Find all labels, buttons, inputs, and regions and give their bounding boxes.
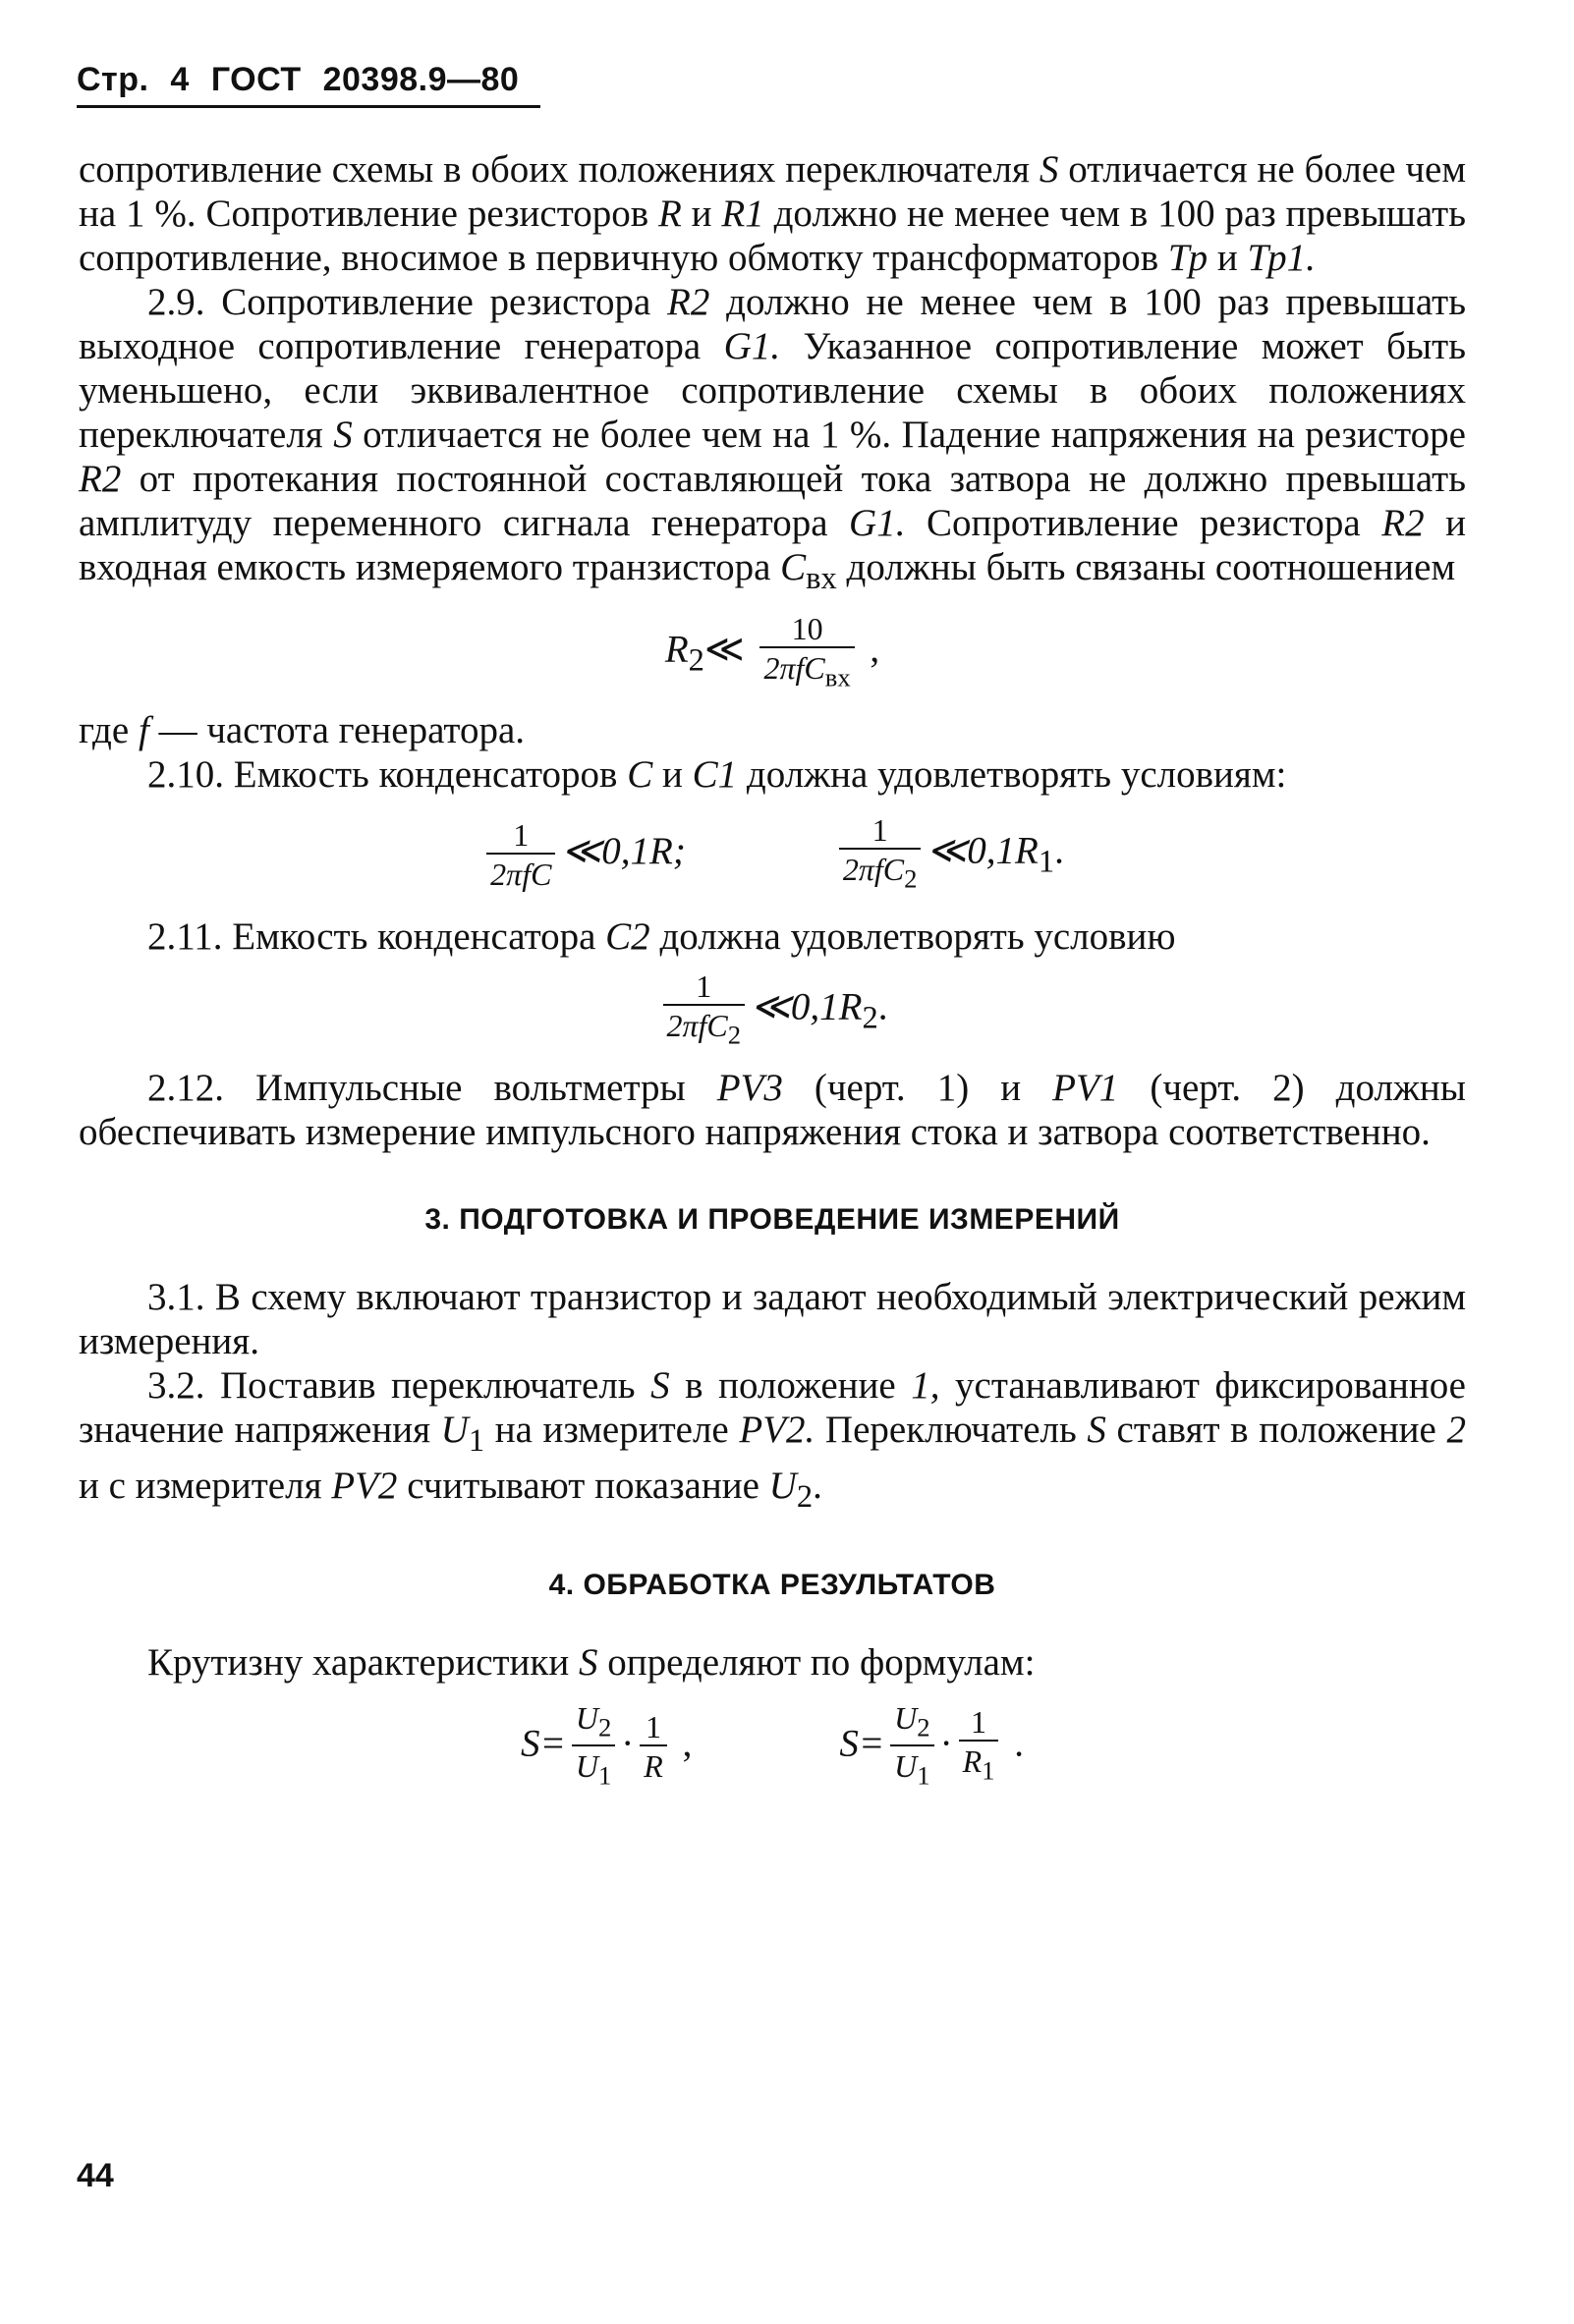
- formula-c: $\frac{1}{\text{2πfC}}$ ≪0,1R;: [480, 817, 686, 892]
- formula-row-slope: [79, 1700, 1466, 1794]
- section-heading-3: 3. ПОДГОТОВКА И ПРОВЕДЕНИЕ ИЗМЕРЕНИЙ: [424, 1202, 1120, 1236]
- paragraph-2-10: 2.10. Емкость конденсаторов С и С1 должна удовлетворять условиям:: [147, 753, 1287, 797]
- paragraph-3-1: 3.1. В схему включают транзистор и задают необходимый электрический режим измерения.: [79, 1275, 1466, 1362]
- page-num: 4: [170, 61, 190, 98]
- paragraph-2-12: 2.12. Импульсные вольтметры PV3 (черт. 1) и PV1 (черт. 2) должны обеспечивать измерение импульсного напряжения стока и затвора соответственно.: [79, 1066, 1466, 1153]
- section-heading-4: 4. ОБРАБОТКА РЕЗУЛЬТАТОВ: [548, 1568, 996, 1601]
- page-number: 44: [77, 2157, 114, 2194]
- formula-c2: $\frac{1}{2\pi fC_2}$ $≪0,1R_2$.: [79, 968, 1466, 1052]
- formula-slope-r1: S= $\frac{U_2}{U_1}$ · $\frac{1}{R_1}$ .: [839, 1700, 1024, 1794]
- page-content: [79, 147, 1466, 1810]
- formula-c1: $\frac{1}{2\pi fC_2}$ $≪0,1R_1$.: [833, 812, 1064, 896]
- paragraph-2-11: 2.11. Емкость конденсатора С2 должна удовлетворять условию: [147, 914, 1176, 958]
- standard-number: 20398.9—80: [322, 61, 520, 98]
- formula-slope-r: S= $\frac{U_2}{U_1}$ · $\frac{1}{R}$ ,: [521, 1700, 692, 1794]
- page-header: [77, 61, 540, 108]
- page-label: Стр.: [77, 61, 149, 98]
- paragraph-3-2: 3.2. Поставив переключатель S в положение 1, устанавливают фиксированное значение напряжения $U_1$ на измерителе PV2. Переключатель S ставят в положение 2 и с измерителя PV2 считывают показание $U_2$.: [79, 1363, 1466, 1515]
- formula-row-capacitors: [79, 812, 1466, 896]
- paragraph-where: где f — частота генератора.: [79, 709, 526, 752]
- paragraph-4: Крутизну характеристики S определяют по формулам:: [147, 1640, 1036, 1684]
- paragraph-continued: сопротивление схемы в обоих положениях переключателя S отличается не более чем на 1 %. Сопротивление резисторов R и R1 должно не менее чем в 100 раз превышать сопротивление, вносимое в первичную обмотку трансформаторов Тр и Тр1.: [79, 148, 1466, 279]
- standard-label: ГОСТ: [210, 61, 302, 98]
- formula-r2-condition: $R_2≪$ $\frac{10}{2\pi fC_{вх}}$ ,: [79, 611, 1466, 694]
- paragraph-2-9: 2.9. Сопротивление резистора R2 должно не менее чем в 100 раз превышать выходное сопротивление генератора G1. Указанное сопротивление может быть уменьшено, если эквивалентное сопротивление схемы в обоих положениях переключателя S отличается не более чем на 1 %. Падение напряжения на резисторе R2 от протекания постоянной составляющей тока затвора не должно превышать амплитуду переменного сигнала генератора G1. Сопротивление резистора R2 и входная емкость измеряемого транзистора $С_{вх}$ должны быть связаны соотношением: [79, 281, 1466, 596]
